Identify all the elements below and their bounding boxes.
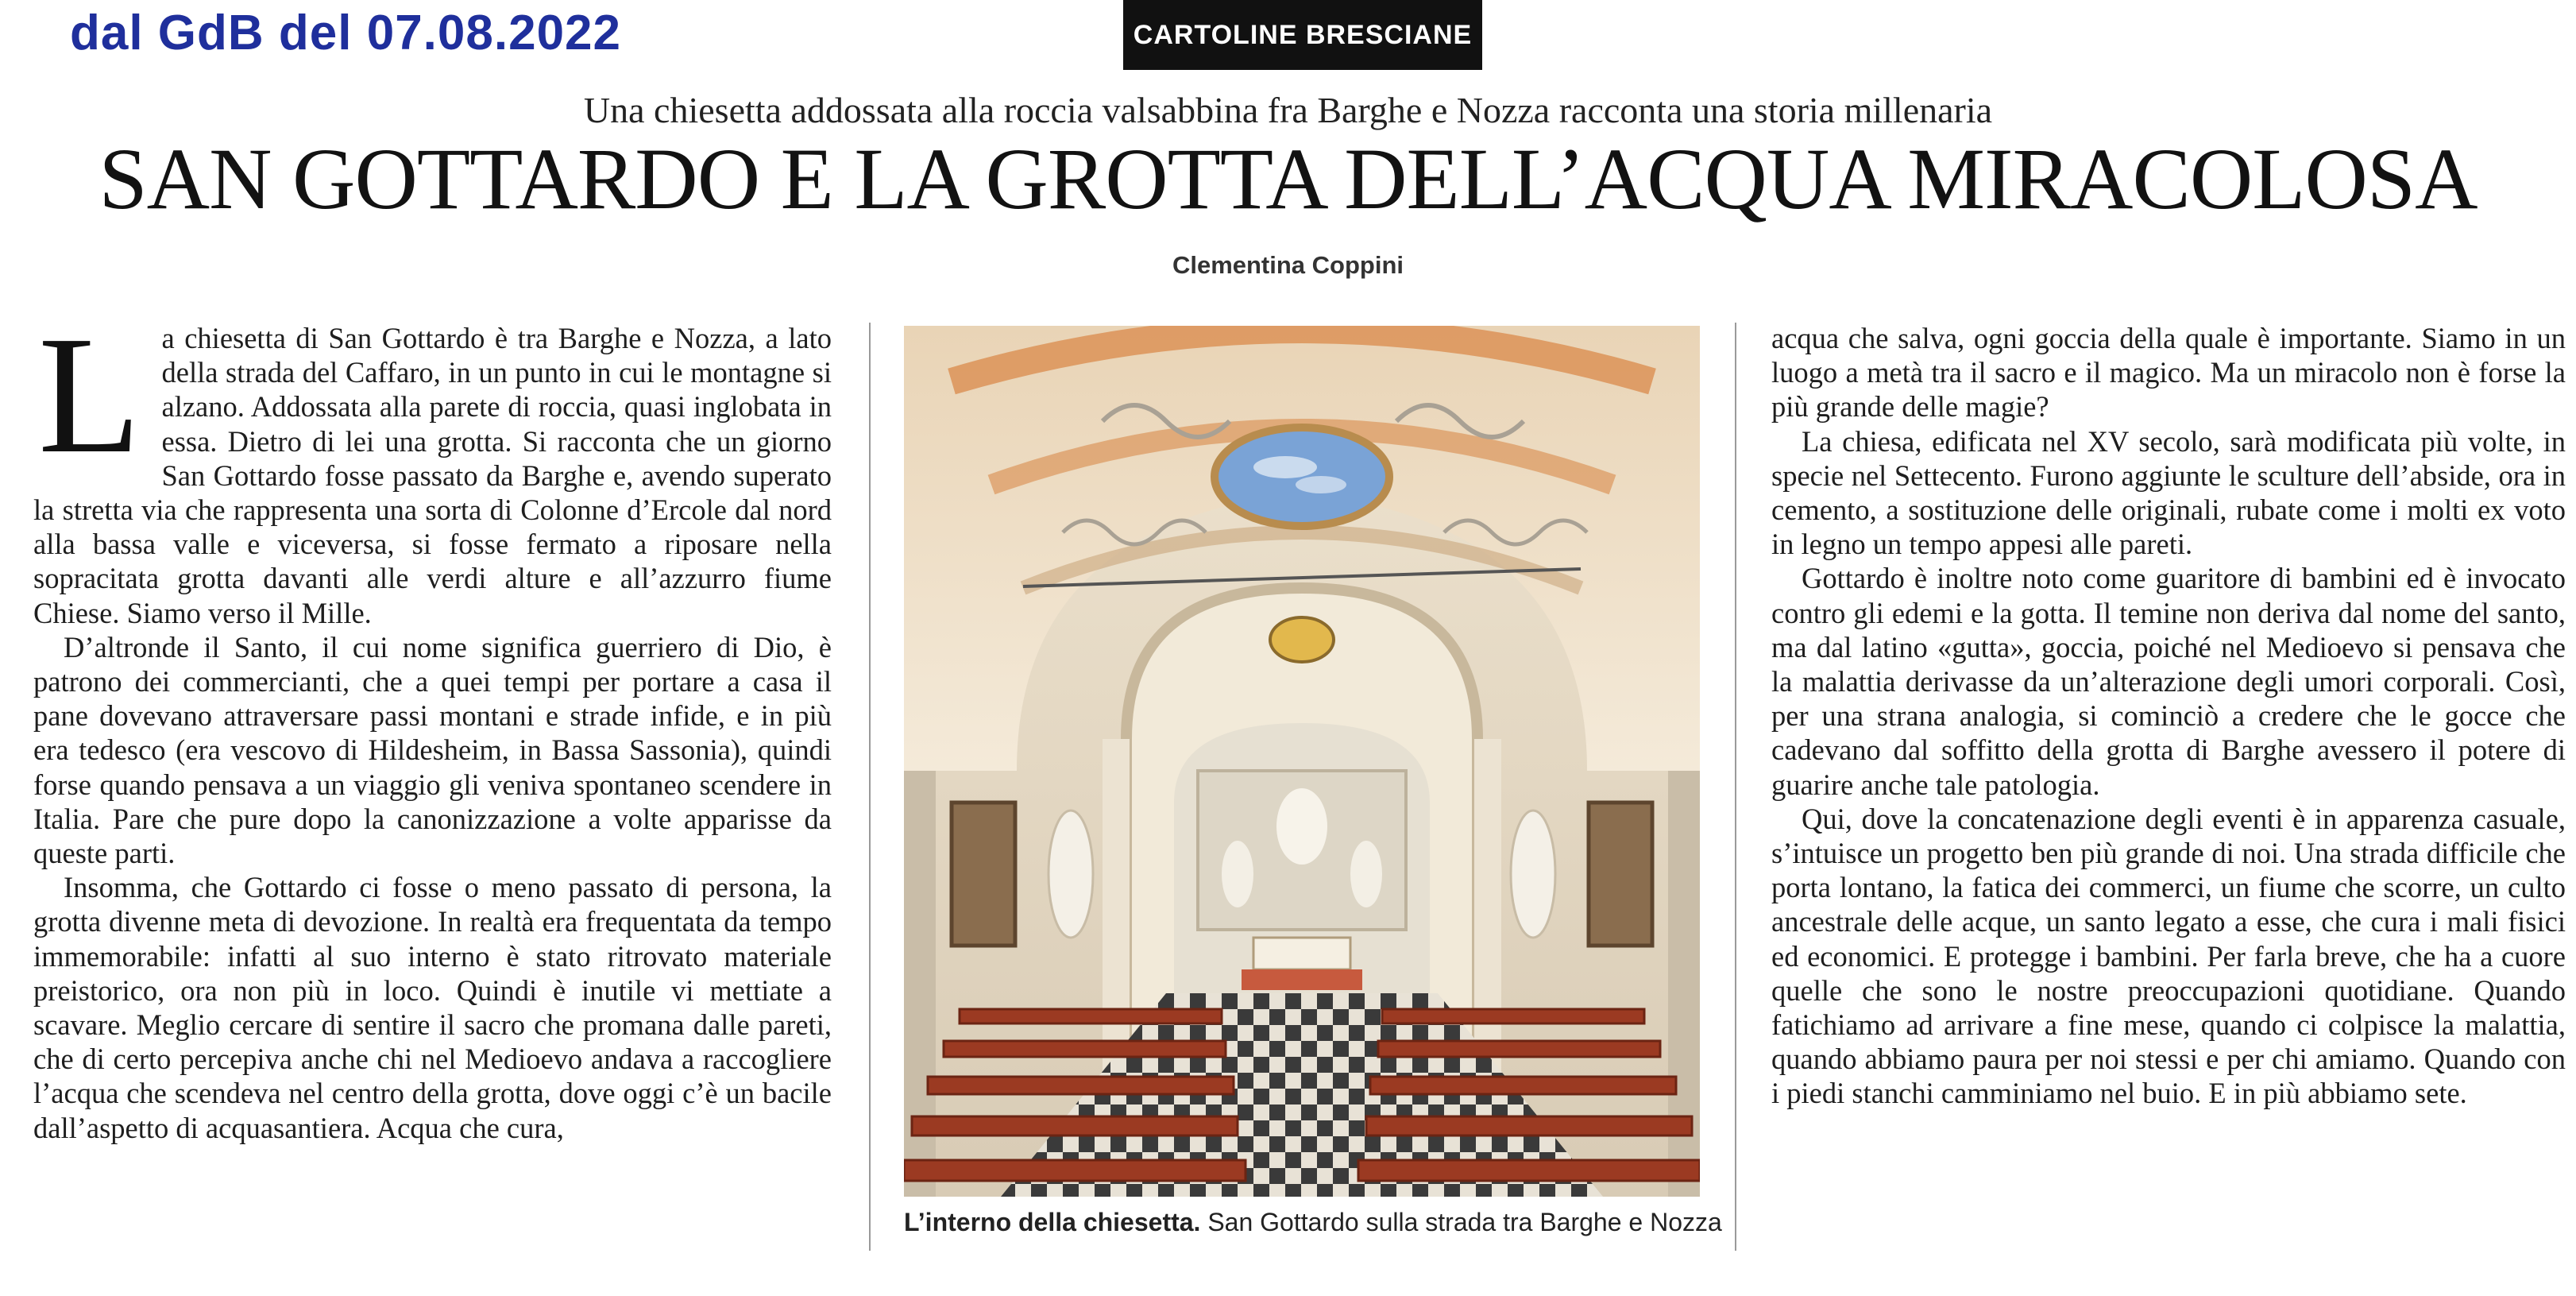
section-rubric: CARTOLINE BRESCIANE: [1123, 0, 1482, 70]
paragraph: D’altronde il Santo, il cui nome significa guerriero di Dio, è patrono dei commercianti, che a quei tempi per portare a casa il pane dovevano attraversare passi montani e strade infide, e in più era tedesco (era vescovo di Hildesheim, in Bassa Sassonia), quindi forse quando pensava a un viaggio gli veniva spontaneo scendere in Italia. Pare che pure dopo la canonizzazione a volte apparisse da queste parti.: [33, 630, 832, 870]
article-byline: Clementina Coppini: [1172, 251, 1404, 279]
paragraph: a chiesetta di San Gottardo è tra Barghe e Nozza, a lato della strada del Caffaro, in un punto in cui le montagne si alzano. Addossata alla parete di roccia, quasi inglobata in essa. Dietro di lei una grotta. Si racconta che un giorno San Gottardo fosse passato da Barghe e, avendo superato la stretta via che rappresenta una sorta di Colonne d’Ercole dal nord alla bassa valle e viceversa, si fosse fermato a riposare nella sopracitata grotta davanti alle verdi alture e all’azzurro fiume Chiese. Siamo verso il Mille.: [33, 322, 832, 629]
article-column-3: [1771, 321, 2566, 1111]
paragraph: acqua che salva, ogni goccia della quale è importante. Siamo in un luogo a metà tra il sacro e il magico. Ma un miracolo non è forse la più grande delle magie?: [1771, 322, 2566, 424]
paragraph: Gottardo è inoltre noto come guaritore di bambini ed è invocato contro gli edemi e la gotta. Il temine non deriva dal nome del santo, ma dal latino «gutta», goccia, poiché nel Medioevo si pensava che la malattia derivasse da un’alterazione degli umori corporali. Così, per una strana analogia, si cominciò a credere che le gocce che cadevano dal soffitto della grotta di Barghe avessero il potere di guarire anche tale patologia.: [1771, 562, 2566, 801]
drop-cap: L: [38, 301, 141, 488]
article-headline: SAN GOTTARDO E LA GROTTA DELL’ACQUA MIRACOLOSA: [98, 130, 2478, 227]
source-note: dal GdB del 07.08.2022: [70, 6, 622, 60]
paragraph: La chiesa, edificata nel XV secolo, sarà modificata più volte, in specie nel Settecento. Furono aggiunte le sculture dell’abside, ora in cemento, a sostituzione delle originali, rubate come i molti ex voto in legno un tempo appesi alle pareti.: [1771, 424, 2566, 561]
column-rule: [1735, 323, 1736, 1251]
article-column-1: [33, 301, 832, 1145]
paragraph: Insomma, che Gottardo ci fosse o meno passato di persona, la grotta divenne meta di devozione. In realtà era frequentata da tempo immemorabile: infatti al suo interno è stato ritrovato materiale preistorico, ora non più in loco. Quindi è inutile vi mettiate a scavare. Meglio cercare di sentire il sacro che promana dalle pareti, che di certo percepiva anche chi nel Medioevo andava a raccogliere l’acqua che scendeva nel centro della grotta, dove oggi c’è un bacile dall’aspetto di acquasantiera. Acqua che cura,: [33, 871, 832, 1144]
caption-text: San Gottardo sulla strada tra Barghe e Nozza: [1200, 1208, 1722, 1236]
photo-caption: [904, 1208, 1722, 1237]
church-interior-photo: [904, 326, 1700, 1197]
caption-bold: L’interno della chiesetta.: [904, 1208, 1201, 1236]
column-rule: [869, 323, 871, 1251]
paragraph: Qui, dove la concatenazione degli eventi è in apparenza casuale, s’intuisce un progetto ben più grande di noi. Una strada difficile che porta lontano, la fatica dei commerci, un fiume che scorre, un culto ancestrale delle acque, un santo legato a esse, che cura i mali fisici ed economici. E protegge i bambini. Per farla breve, che ha a cuore quelle che sono le nostre preoccupazioni quotidiane. Quando fatichiamo ad arrivare a fine mese, quando ci colpisce la malattia, quando abbiamo paura per noi stessi e per chi amiamo. Quando con i piedi stanchi camminiamo nel buio. E in più abbiamo sete.: [1771, 802, 2566, 1110]
article-kicker: Una chiesetta addossata alla roccia valsabbina fra Barghe e Nozza racconta una storia millenaria: [583, 90, 1993, 130]
church-interior-illustration: [904, 326, 1700, 1197]
